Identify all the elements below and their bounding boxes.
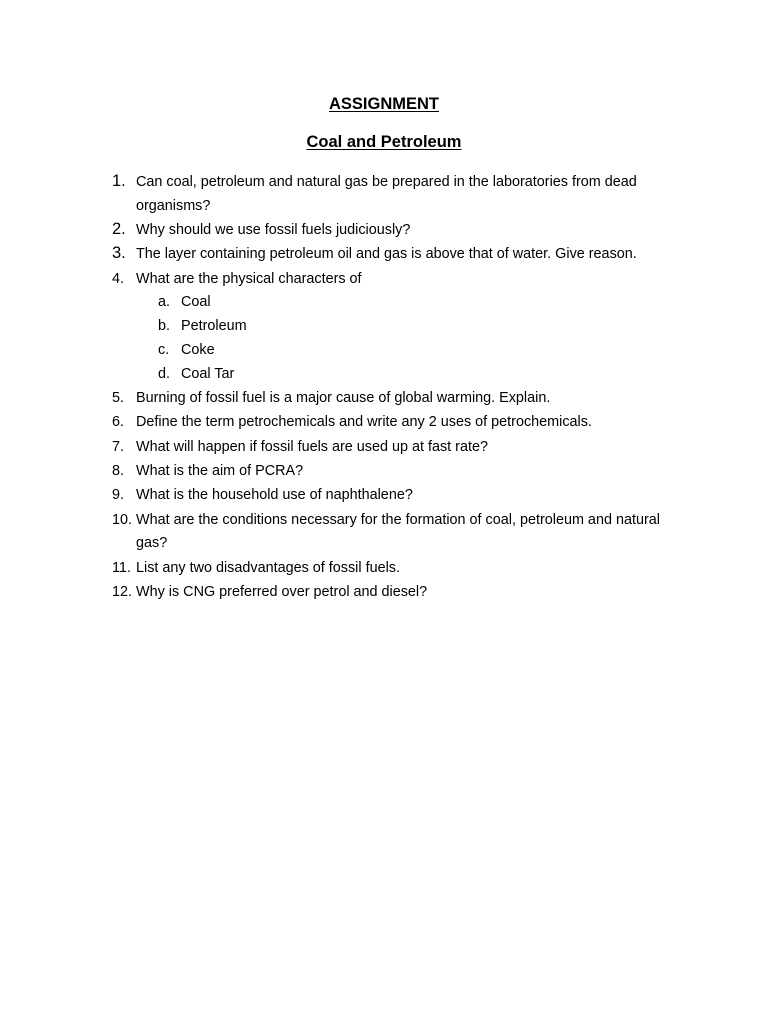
question-item: [0, 581, 671, 605]
sub-item-list: [136, 291, 671, 386]
sub-item-text: Coal Tar: [181, 365, 235, 382]
document-title: ASSIGNMENT: [328, 95, 439, 113]
question-item: [0, 387, 671, 411]
sub-item: [136, 291, 671, 315]
sub-item: [136, 315, 671, 339]
question-text: What is the household use of naphthalene?: [136, 487, 413, 504]
question-item: [0, 219, 671, 243]
question-text: Why should we use fossil fuels judiciously?: [136, 222, 411, 239]
sub-item-letter: b.: [158, 318, 171, 335]
question-text: What are the conditions necessary for the formation of coal, petroleum and natural gas?: [136, 511, 660, 552]
sub-item-text: Coal: [181, 294, 211, 311]
question-number: 4.: [112, 270, 125, 287]
question-number: 11.: [112, 559, 131, 576]
question-text: The layer containing petroleum oil and gas is above that of water. Give reason.: [136, 246, 637, 263]
question-number: 3.: [112, 244, 126, 263]
sub-item-letter: d.: [158, 365, 171, 382]
question-item: [0, 411, 671, 435]
sub-item-text: Coke: [181, 342, 215, 359]
question-number: 12.: [112, 584, 133, 601]
question-number: 10.: [112, 511, 133, 528]
question-item: [0, 171, 671, 219]
document-subtitle: Coal and Petroleum: [306, 133, 462, 151]
question-item: [0, 436, 671, 460]
question-item: [0, 460, 671, 484]
sub-item-letter: c.: [158, 342, 170, 359]
question-item: [0, 557, 671, 581]
question-text: What are the physical characters of: [136, 270, 362, 287]
question-text: Why is CNG preferred over petrol and diesel?: [136, 584, 428, 601]
sub-item: [136, 339, 671, 363]
question-item: [0, 484, 671, 508]
question-text: List any two disadvantages of fossil fuels.: [136, 559, 400, 576]
question-number: 7.: [112, 438, 125, 455]
question-item: [0, 509, 671, 557]
question-number: 6.: [112, 414, 125, 431]
sub-item-letter: a.: [158, 294, 171, 311]
question-number: 8.: [112, 463, 125, 480]
question-number: 9.: [112, 487, 125, 504]
question-text: Can coal, petroleum and natural gas be prepared in the laboratories from dead organisms?: [136, 174, 637, 214]
question-text: What is the aim of PCRA?: [136, 463, 304, 480]
question-item: [0, 243, 671, 267]
question-number: 2.: [112, 220, 126, 239]
question-number: 5.: [112, 390, 125, 407]
sub-item: [136, 363, 671, 387]
question-list: [0, 171, 768, 605]
question-text: What will happen if fossil fuels are used up at fast rate?: [136, 438, 488, 455]
question-text: Burning of fossil fuel is a major cause of global warming. Explain.: [136, 390, 551, 407]
question-text: Define the term petrochemicals and write any 2 uses of petrochemicals.: [136, 414, 592, 431]
question-number: 1.: [112, 172, 126, 190]
question-item: [0, 268, 671, 387]
sub-item-text: Petroleum: [181, 318, 247, 335]
